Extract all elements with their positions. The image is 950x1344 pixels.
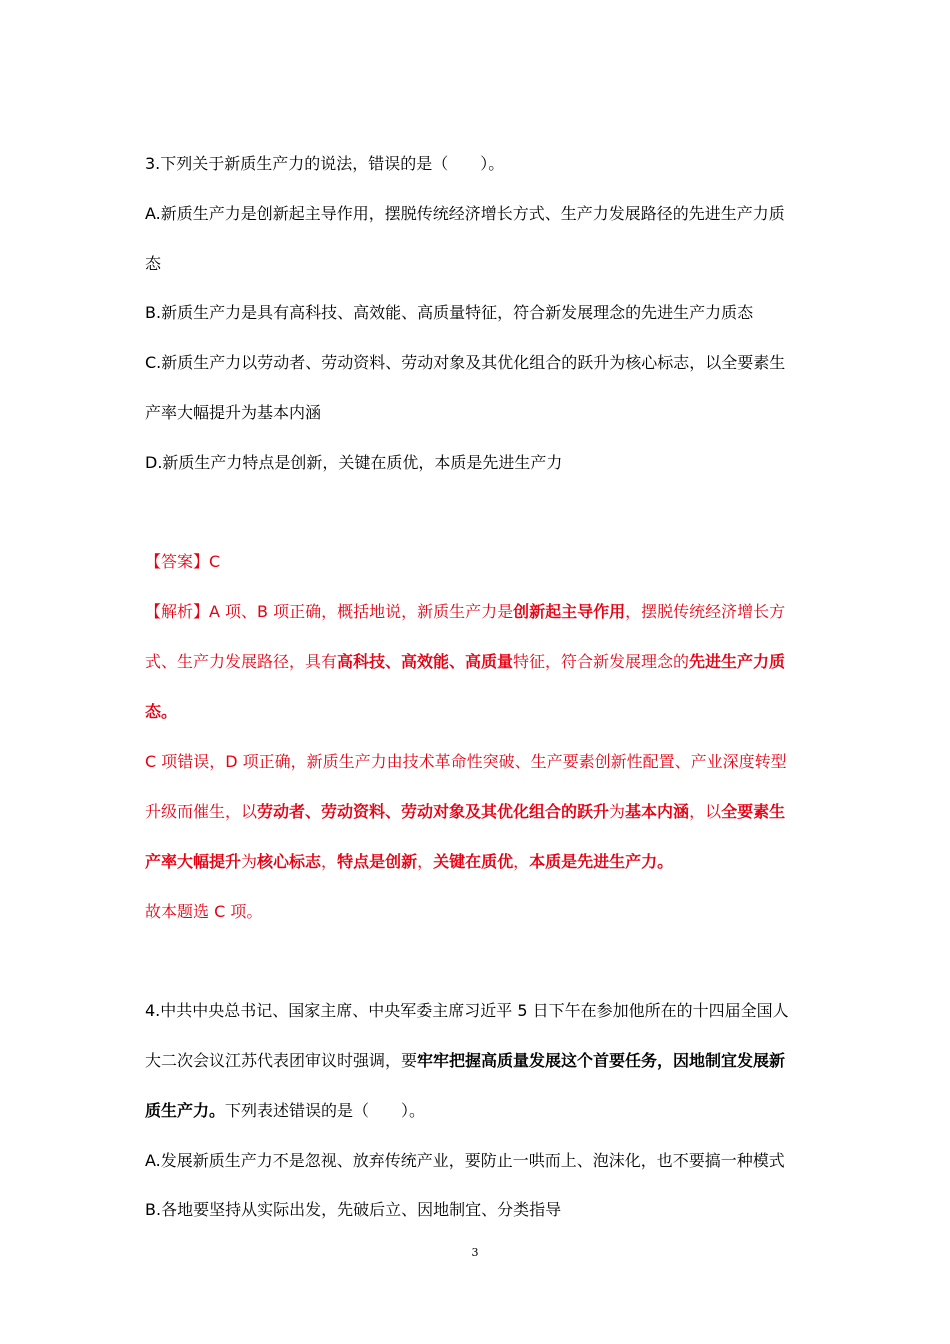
analysis-emphasis: 特点是创新 — [337, 852, 418, 871]
analysis-emphasis: 高科技、高效能、高质量 — [337, 652, 514, 671]
analysis-emphasis: 劳动者、劳动资料、劳动对象及其优化组合的跃升 — [257, 802, 610, 821]
q3-option-d: D.新质生产力特点是创新，关键在质优，本质是先进生产力 — [145, 453, 563, 472]
analysis-text: ，以 — [689, 802, 722, 821]
analysis-emphasis: 核心标志 — [257, 852, 322, 871]
q3-option-c-line1: C.新质生产力以劳动者、劳动资料、劳动对象及其优化组合的跃升为核心标志，以全要素生 — [145, 353, 786, 372]
q4-text: 大二次会议江苏代表团审议时强调，要 — [145, 1051, 418, 1070]
analysis-line4: C 项错误，D 项正确，新质生产力由技术革命性突破、生产要素创新性配置、产业深度转型 — [145, 752, 787, 771]
q3-stem: 3.下列关于新质生产力的说法，错误的是（ ）。 — [145, 154, 505, 173]
analysis-line1 — [145, 601, 815, 623]
analysis-text: ， — [321, 852, 338, 871]
answer-line — [145, 551, 815, 573]
q4-emphasis: 质生产力。 — [145, 1101, 226, 1120]
analysis-line5 — [145, 801, 815, 823]
analysis-line2 — [145, 651, 815, 673]
analysis-text: ， — [513, 852, 530, 871]
answer-label: 【答案】 — [145, 552, 210, 571]
analysis-emphasis: 基本内涵 — [625, 802, 690, 821]
q4-emphasis: 牢牢把握高质量发展这个首要任务，因地制宜发展新 — [417, 1051, 786, 1070]
analysis-line6 — [145, 851, 815, 873]
q4-option-b: B.各地要坚持从实际出发，先破后立、因地制宜、分类指导 — [145, 1200, 562, 1219]
page-number: 3 — [471, 1246, 479, 1259]
q4-option-a: A.发展新质生产力不是忽视、放弃传统产业，要防止一哄而上、泡沫化，也不要搞一种模式 — [145, 1151, 785, 1170]
analysis-text: ，摆脱传统经济增长方 — [625, 602, 786, 621]
analysis-text: 为 — [609, 802, 626, 821]
analysis-text: ， — [417, 852, 434, 871]
analysis-emphasis: 关键在质优 — [433, 852, 514, 871]
analysis-text: 式、生产力发展路径，具有 — [145, 652, 338, 671]
answer-value: C — [209, 552, 221, 571]
q4-stem-line2 — [145, 1050, 815, 1072]
q3-option-c-line2: 产率大幅提升为基本内涵 — [145, 403, 322, 422]
analysis-text: 特征，符合新发展理念的 — [513, 652, 690, 671]
analysis-emphasis: 全要素生 — [721, 802, 786, 821]
analysis-emphasis: 先进生产力质 — [689, 652, 786, 671]
analysis-emphasis: 本质是先进生产力。 — [529, 852, 674, 871]
analysis-text: 为 — [241, 852, 258, 871]
analysis-line7: 故本题选 C 项。 — [145, 902, 263, 921]
analysis-label: 【解析】 — [145, 602, 210, 621]
analysis-emphasis: 态。 — [145, 702, 178, 721]
q3-option-a-line1: A.新质生产力是创新起主导作用，摆脱传统经济增长方式、生产力发展路径的先进生产力质 — [145, 204, 785, 223]
q4-stem-line1: 4.中共中央总书记、国家主席、中央军委主席习近平 5 日下午在参加他所在的十四届全国人 — [145, 1001, 789, 1020]
q3-option-b: B.新质生产力是具有高科技、高效能、高质量特征，符合新发展理念的先进生产力质态 — [145, 303, 754, 322]
q3-option-a-line2: 态 — [145, 254, 162, 273]
analysis-emphasis: 产率大幅提升 — [145, 852, 242, 871]
analysis-line3 — [145, 701, 815, 723]
analysis-text: 升级而催生，以 — [145, 802, 258, 821]
q4-stem-line3 — [145, 1100, 815, 1122]
analysis-text: A 项、B 项正确，概括地说，新质生产力是 — [209, 602, 514, 621]
q4-text: 下列表述错误的是（ ）。 — [225, 1101, 426, 1120]
analysis-emphasis: 创新起主导作用 — [513, 602, 626, 621]
